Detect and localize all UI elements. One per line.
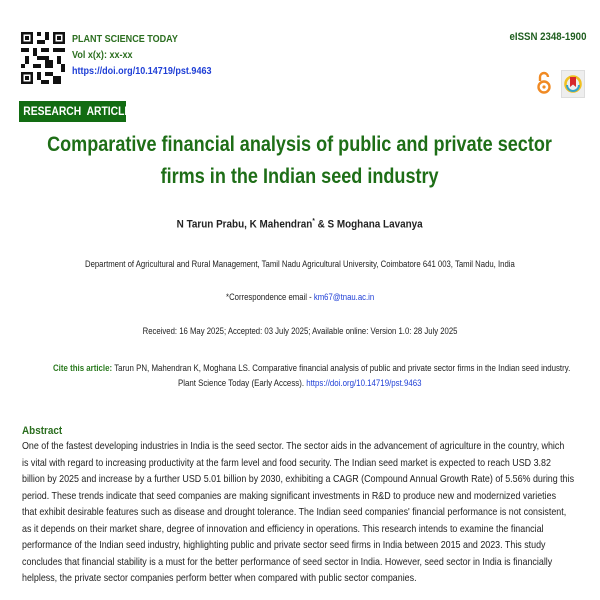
abstract-line: is vital with regard to increasing productivity at the farm level and food security. The Indian seed market is expected to reach USD 3.82: [22, 457, 551, 469]
abstract-line: that exhibit desirable features such as disease and drought tolerance. The Indian seed companies' financial performance is not consistent,: [22, 507, 567, 518]
citation-text: Tarun PN, Mahendran K, Moghana LS. Comparative financial analysis of public and private sector firms in the Indian seed industry.: [112, 363, 571, 374]
abstract-line: billion by 2025 and increase by a further USD 5.01 billion by 2030, exhibiting a CAGR (Compound Annual Growth Rate) of 5.56% during this: [22, 474, 575, 485]
publication-dates: Received: 16 May 2025; Accepted: 03 July 2025; Available online: Version 1.0: 28 July 2025: [142, 326, 458, 336]
citation-line-2: [0, 378, 600, 389]
abstract-body: [22, 439, 582, 588]
affiliation: Department of Agricultural and Rural Management, Tamil Nadu Agricultural University, Coimbatore 641 003, Tamil Nadu, India: [85, 259, 515, 269]
abstract-heading: Abstract: [22, 425, 63, 437]
crossmark-icon[interactable]: [561, 70, 585, 98]
citation-line-1: [0, 363, 600, 374]
abstract-line: as it depends on their market share, degree of innovation and efficiency in operations. This research intends to examine the financial: [22, 523, 544, 535]
authors: [0, 218, 600, 231]
correspondence: [0, 292, 600, 302]
abstract-line: period. These trends indicate that seed companies are making significant investments in R&D to produce new and modernized varieties: [22, 490, 557, 502]
journal-volume: Vol x(x): xx-xx: [72, 49, 133, 61]
abstract-line: One of the fastest developing industries in India is the seed sector. The sector aids in the advancement of agriculture in the country, which: [22, 441, 565, 452]
citation-journal: Plant Science Today (Early Access).: [178, 378, 307, 389]
eissn: eISSN 2348-1900: [509, 31, 586, 43]
abstract-line: concludes that financial stability is a must for the better performance of seed sector in India. However, seed sector in India is financially: [22, 556, 553, 568]
article-title-line-1: Comparative financial analysis of public and private sector: [47, 133, 553, 156]
qr-code-icon: [21, 31, 65, 85]
journal-doi-link[interactable]: https://doi.org/10.14719/pst.9463: [72, 65, 212, 77]
author-names-part2: & S Moghana Lavanya: [315, 218, 423, 231]
citation-doi-link[interactable]: https://doi.org/10.14719/pst.9463: [306, 378, 422, 389]
author-names-part1: N Tarun Prabu, K Mahendran: [177, 218, 313, 231]
corresponding-author-mark: *: [312, 218, 316, 225]
abstract-line: performance of the Indian seed industry, highlighting public and private sector seed firms in India between 2015 and 2023. This study: [22, 540, 546, 551]
correspondence-label: *Correspondence email -: [225, 292, 314, 302]
article-title-line-2: firms in the Indian seed industry: [161, 165, 439, 188]
open-access-icon[interactable]: [536, 71, 552, 95]
journal-name: PLANT SCIENCE TODAY: [72, 33, 178, 45]
article-type-badge: RESEARCH ARTICLE: [19, 101, 126, 122]
citation-label: Cite this article:: [52, 363, 113, 374]
abstract-line: helpless, the private sector companies perform better when compared with public sector companies.: [22, 573, 417, 584]
correspondence-email-link[interactable]: km67@tnau.ac.in: [313, 292, 375, 302]
